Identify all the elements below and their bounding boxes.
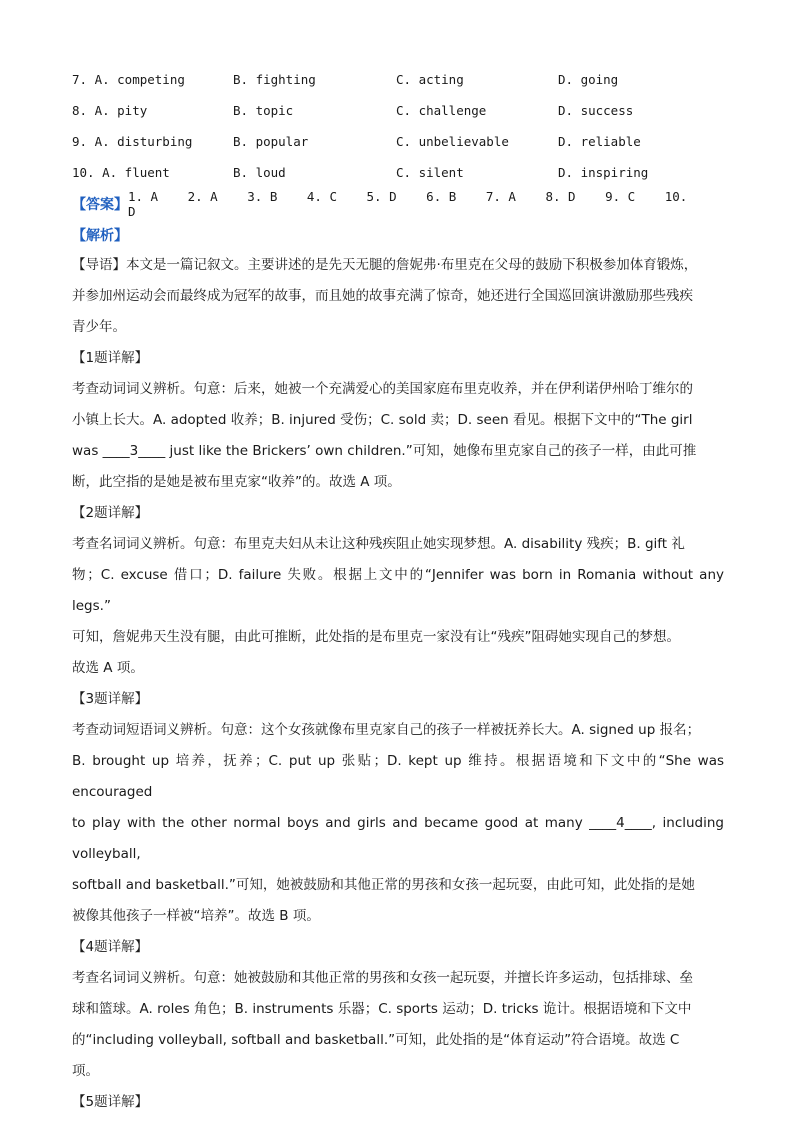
detail-2 [72, 498, 724, 684]
option-d: D. going [558, 72, 619, 87]
detail-heading: 【2题详解】 [72, 505, 149, 521]
guide-line: 青少年。 [72, 319, 126, 335]
answer-item: 8. D [545, 188, 576, 204]
analysis-row [72, 219, 724, 250]
guide-section [72, 250, 724, 343]
detail-line: 项。 [72, 1063, 99, 1079]
guide-line: 【导语】本文是一篇记叙文。主要讲述的是先天无腿的詹妮弗·布里克在父母的鼓励下积极参加体育锻炼， [72, 257, 698, 273]
detail-line: 考查名词词义辨析。句意：她被鼓励和其他正常的男孩和女孩一起玩耍，并擅长许多运动，包括排球、垒 [72, 970, 693, 986]
document-page [72, 64, 724, 1118]
guide-line: 并参加州运动会而最终成为冠军的故事，而且她的故事充满了惊奇，她还进行全国巡回演讲激励那些残疾 [72, 288, 693, 304]
detail-heading: 【5题详解】 [72, 1094, 149, 1110]
detail-3 [72, 684, 724, 932]
option-row-7 [72, 64, 724, 95]
answer-item: 5. D [366, 188, 397, 204]
answer-item: 1. A [127, 188, 159, 204]
option-d: D. reliable [558, 134, 641, 149]
detail-line: 球和篮球。A. roles 角色；B. instruments 乐器；C. sports 运动；D. tricks 诡计。根据语境和下文中 [72, 1001, 692, 1017]
options-block [72, 64, 724, 188]
option-c: C. unbelievable [396, 134, 509, 149]
detail-line: softball and basketball.”可知，她被鼓励和其他正常的男孩和女孩一起玩耍，由此可知，此处指的是她 [72, 877, 695, 893]
option-row-10 [72, 157, 724, 188]
detail-line: 可知，詹妮弗天生没有腿，由此可推断，此处指的是布里克一家没有让“残疾”阻碍她实现自己的梦想。 [72, 629, 680, 645]
option-c: C. acting [396, 72, 464, 87]
option-c: C. silent [396, 165, 464, 180]
answer-list [128, 189, 724, 219]
detail-line: B. brought up 培养，抚养；C. put up 张贴；D. kept up 维持。根据语境和下文中的“She was encouraged [72, 753, 724, 800]
detail-line: 断，此空指的是她是被布里克家“收养”的。故选 A 项。 [72, 474, 401, 490]
option-b: B. fighting [233, 72, 316, 87]
detail-4 [72, 932, 724, 1087]
answer-item: 10. D [127, 188, 688, 219]
option-b: B. topic [233, 103, 294, 118]
answer-row [72, 188, 724, 219]
option-row-8 [72, 95, 724, 126]
detail-heading: 【1题详解】 [72, 350, 149, 366]
answer-item: 3. B [247, 188, 278, 204]
option-a: 8. A. pity [72, 103, 148, 118]
option-c: C. challenge [396, 103, 487, 118]
detail-line: was ____3____ just like the Brickers’ own children.”可知，她像布里克家自己的孩子一样，由此可推 [72, 443, 697, 459]
option-d: D. inspiring [558, 165, 649, 180]
option-a: 10. A. fluent [72, 165, 170, 180]
option-d: D. success [558, 103, 634, 118]
option-b: B. loud [233, 165, 286, 180]
detail-line: to play with the other normal boys and girls and became good at many ____4____, including volleyball, [72, 815, 724, 862]
detail-line: 考查名词词义辨析。句意：布里克夫妇从未让这种残疾阻止她实现梦想。A. disability 残疾；B. gift 礼 [72, 536, 685, 552]
option-row-9 [72, 126, 724, 157]
answer-item: 4. C [306, 188, 337, 204]
detail-heading: 【3题详解】 [72, 691, 149, 707]
answer-tag: 【答案】 [72, 196, 128, 213]
option-b: B. popular [233, 134, 309, 149]
detail-1 [72, 343, 724, 498]
detail-line: 故选 A 项。 [72, 660, 144, 676]
detail-line: 考查动词词义辨析。句意：后来，她被一个充满爱心的美国家庭布里克收养，并在伊利诺伊州哈丁维尔的 [72, 381, 693, 397]
analysis-tag: 【解析】 [72, 227, 128, 244]
detail-line: 物；C. excuse 借口；D. failure 失败。根据上文中的“Jennifer was born in Romania without any legs.” [72, 567, 724, 614]
detail-line: 被像其他孩子一样被“培养”。故选 B 项。 [72, 908, 320, 924]
option-a: 9. A. disturbing [72, 134, 193, 149]
detail-heading: 【4题详解】 [72, 939, 149, 955]
answer-item: 7. A [485, 188, 516, 204]
detail-line: 考查动词短语词义辨析。句意：这个女孩就像布里克家自己的孩子一样被抚养长大。A. signed up 报名； [72, 722, 701, 738]
option-a: 7. A. competing [72, 72, 185, 87]
detail-5 [72, 1087, 724, 1118]
detail-line: 的“including volleyball, softball and basketball.”可知，此处指的是“体育运动”符合语境。故选 C [72, 1032, 680, 1048]
answer-item: 2. A [187, 188, 218, 204]
answer-item: 9. C [605, 188, 636, 204]
detail-line: 小镇上长大。A. adopted 收养；B. injured 受伤；C. sold 卖；D. seen 看见。根据下文中的“The girl [72, 412, 693, 428]
answer-item: 6. B [426, 188, 457, 204]
